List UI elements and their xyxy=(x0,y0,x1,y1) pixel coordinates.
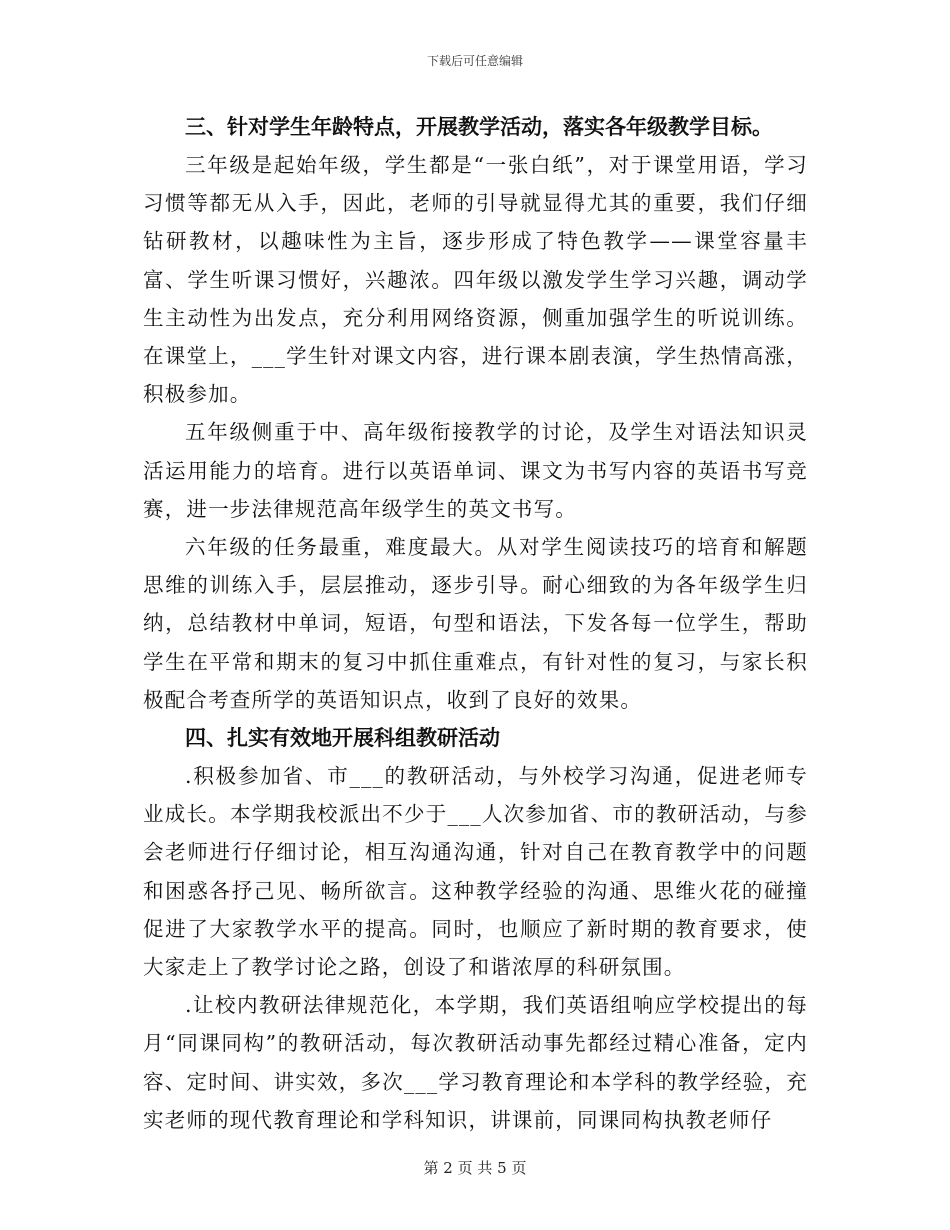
section-heading-3: 三、针对学生年龄特点，开展教学活动，落实各年级教学目标。 xyxy=(185,114,773,139)
section-heading-4: 四、扎实有效地开展科组教研活动 xyxy=(185,725,500,751)
header-note: 下载后可任意编辑 xyxy=(426,54,523,68)
paragraph-grade-6: 六年级的任务最重，难度最大。从对学生阅读技巧的培育和解题思维的训练入手，层层推动，逐步引导。耐心细致的为各年级学生归纳，总结教材中单词，短语，句型和语法，下发各每一位学生，帮助学生在平常和期末的复习中抓住重难点，有针对性的复习，与家长积极配合考查所学的英语知识点，收到了良好的效果。 xyxy=(143,535,808,712)
paragraph-grade-3-4: 三年级是起始年级，学生都是“一张白纸”，对于课堂用语，学习习惯等都无从入手，因此，老师的引导就显得尤其的重要，我们仔细钻研教材，以趣味性为主旨，逐步形成了特色教学——课堂容量丰富、学生听课习惯好，兴趣浓。四年级以激发学生学习兴趣，调动学生主动性为出发点，充分利用网络资源，侧重加强学生的听说训练。在课堂上，___学生针对课文内容，进行课本剧表演，学生热情高涨，积极参加。 xyxy=(143,153,808,407)
paragraph-research-2: .让校内教研法律规范化，本学期，我们英语组响应学校提出的每月“同课同构”的教研活动，每次教研活动事先都经过精心准备，定内容、定时间、讲实效，多次___学习教育理论和本学科的教学经验，充实老师的现代教育理论和学科知识，讲课前，同课同构执教老师仔 xyxy=(143,993,808,1132)
page-number: 第 2 页 共 5 页 xyxy=(423,1159,527,1177)
paragraph-research-1: .积极参加省、市___的教研活动，与外校学习沟通，促进老师专业成长。本学期我校派出不少于___人次参加省、市的教研活动，与参会老师进行仔细讨论，相互沟通沟通，针对自己在教育教学中的问题和困惑各抒己见、畅所欲言。这种教学经验的沟通、思维火花的碰撞促进了大家教学水平的提高。同时，也顺应了新时期的教育要求，使大家走上了教学讨论之路，创设了和谐浓厚的科研氛围。 xyxy=(143,764,808,980)
paragraph-grade-5: 五年级侧重于中、高年级衔接教学的讨论，及学生对语法知识灵活运用能力的培育。进行以英语单词、课文为书写内容的英语书写竞赛，进一步法律规范高年级学生的英文书写。 xyxy=(143,420,808,521)
document-body xyxy=(143,108,808,1139)
